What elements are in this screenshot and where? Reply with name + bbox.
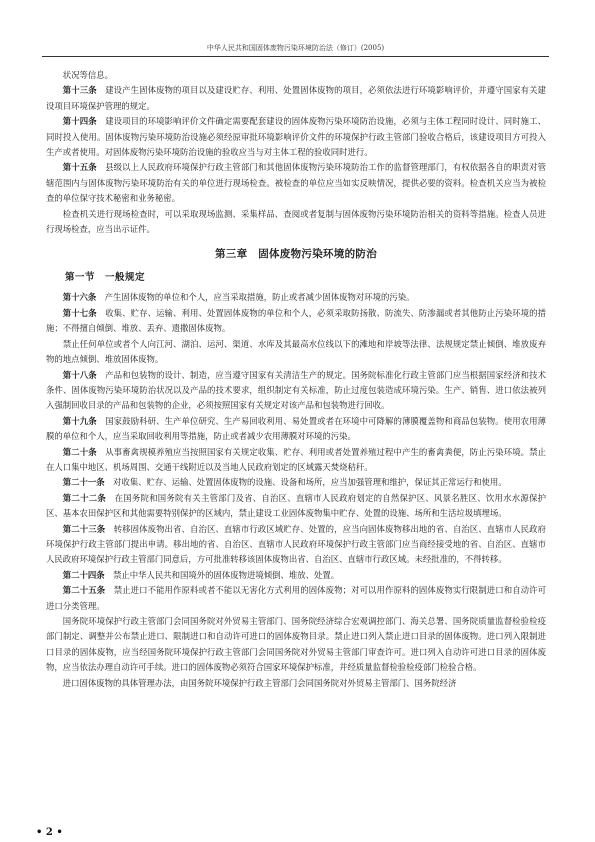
article-text: 国家鼓励科研、生产单位研究、生产易回收利用、易处置或者在环境中可降解的薄膜覆盖物和商品包装物。使用农用薄膜的单位和个人，应当采取回收利用等措施，防止或者减少农用薄膜对环境的污染。: [46, 415, 547, 442]
page-body: [46, 68, 546, 691]
article-text: 从事畜禽规模养殖应当按照国家有关规定收集、贮存、利用或者处置养殖过程中产生的畜禽粪便，防止污染环境。禁止在人口集中地区、机场周围、交通干线附近以及当地人民政府划定的区域露天焚烧秸秆。: [46, 446, 547, 472]
article-text: 转移固体废物出省、自治区、直辖市行政区域贮存、处置的，应当向固体废物移出地的省、自治区、直辖市人民政府环境保护行政主管部门提出申请。移出地的省、自治区、直辖市人民政府环境保护行政主管部门应当商经接受地的省、自治区、直辖市人民政府环境保护行政主管部门同意后，方可批准转移该固体废物出省、自治区、直辖市行政区域。未经批准的，不得转移。: [46, 523, 547, 565]
law-paragraph: [46, 337, 546, 368]
article-text: 建设项目的环境影响评价文件确定需要配套建设的固体废物污染环境防治设施，必须与主体工程同时设计、同时施工、同时投入使用。固体废物污染环境防治设施必须经原审批环境影响评价文件的环境保护行政主管部门验收合格后，该建设项目方可投入生产或者使用。对固体废物污染环境防治设施的验收应当与对主体工程的验收同时进行。: [46, 116, 547, 158]
article-number: 第十三条: [62, 85, 97, 96]
article-text: 建设产生固体废物的项目以及建设贮存、利用、处置固体废物的项目，必须依法进行环境影响评价，并遵守国家有关建设项目环境保护管理的规定。: [46, 85, 547, 111]
article-number: 第二十三条: [62, 523, 106, 534]
paragraphs-before-chapter: [46, 68, 546, 237]
article-number: 第十八条: [62, 369, 97, 380]
chapter-title: 第三章 固体废物污染环境的防治: [215, 248, 377, 261]
law-paragraph: [46, 160, 546, 206]
article-text: 禁止中华人民共和国境外的固体废物进境倾倒、堆放、处置。: [113, 569, 340, 580]
article-text: 国务院环境保护行政主管部门会同国务院对外贸易主管部门、国务院经济综合宏观调控部门、海关总署、国务院质量监督检验检疫部门制定、调整并公布禁止进口、限制进口和自动许可进口的固体废物目录。禁止进口列入禁止进口目录的固体废物。进口列入限制进口目录的固体废物，应当经国务院环境保护行政主管部门会同国务院对外贸易主管部门审查许可。进口列入自动许可进口目录的固体废物，应当依法办理自动许可手续。进口的固体废物必须符合国家环境保护标准，并经质量监督检验检疫部门检验合格。: [46, 616, 546, 673]
article-number: 第二十五条: [62, 585, 106, 596]
article-number: 第二十一条: [62, 477, 105, 488]
law-paragraph: [46, 491, 546, 522]
law-paragraph: [46, 583, 546, 614]
article-number: 第二十二条: [62, 492, 106, 503]
article-number: 第十七条: [62, 307, 97, 318]
law-paragraph: [46, 414, 546, 445]
article-number: 第十五条: [62, 162, 97, 173]
paragraphs-after-section: [46, 290, 546, 691]
article-text: 检查机关进行现场检查时，可以采取现场监测、采集样品、查阅或者复制与固体废物污染环境防治相关的资料等措施。检查人员进行现场检查，应当出示证件。: [46, 208, 546, 235]
article-text: 县级以上人民政府环境保护行政主管部门和其他固体废物污染环境防治工作的监督管理部门，有权依据各自的职责对管辖范围内与固体废物污染环境防治有关的单位进行现场检查。被检查的单位应当如实反映情况，提供必要的资料。检查机关应当为被检查的单位保守技术秘密和业务秘密。: [46, 162, 547, 204]
article-number: 第十六条: [62, 292, 97, 303]
article-number: 第十四条: [62, 116, 97, 127]
law-paragraph: [46, 475, 546, 490]
law-paragraph: [46, 306, 546, 337]
law-paragraph: [46, 676, 546, 691]
page-number: • 2 •: [36, 827, 63, 838]
law-paragraph: [46, 522, 546, 568]
law-paragraph: [46, 207, 546, 238]
article-number: 第十九条: [62, 415, 97, 426]
law-paragraph: [46, 114, 546, 160]
law-paragraph: [46, 568, 546, 583]
article-text: 进口固体废物的具体管理办法，由国务院环境保护行政主管部门会同国务院对外贸易主管部门、国务院经济: [62, 677, 457, 688]
article-text: 产生固体废物的单位和个人，应当采取措施，防止或者减少固体废物对环境的污染。: [104, 292, 415, 303]
article-number: 第二十条: [62, 446, 97, 457]
running-header: 中华人民共和国固体废物污染环境防治法（修订）(2005): [42, 44, 549, 57]
law-paragraph: [46, 445, 546, 476]
article-text: 产品和包装物的设计、制造，应当遵守国家有关清洁生产的规定。国务院标准化行政主管部门应当根据国家经济和技术条件、固体废物污染环境防治状况以及产品的技术要求，组织制定有关标准，防止过度包装造成环境污染。生产、销售、进口依法被列入强制回收目录的产品和包装物的企业，必须按照国家有关规定对该产品和包装物进行回收。: [46, 369, 547, 411]
law-paragraph: [46, 83, 546, 114]
article-text: 状况等信息。: [62, 70, 114, 80]
article-text: 收集、贮存、运输、利用、处置固体废物的单位和个人，必须采取防扬散、防流失、防渗漏或者其他防止污染环境的措施；不得擅自倾倒、堆放、丢弃、遗撒固体废物。: [46, 307, 547, 334]
law-paragraph: [46, 290, 546, 305]
law-paragraph: [46, 68, 546, 83]
article-text: 禁止进口不能用作原料或者不能以无害化方式利用的固体废物；对可以用作原料的固体废物实行限制进口和自动许可进口分类管理。: [46, 585, 547, 611]
article-text: 禁止任何单位或者个人向江河、湖泊、运河、渠道、水库及其最高水位线以下的滩地和岸坡等法律、法规规定禁止倾倒、堆放废弃物的地点倾倒、堆放固体废物。: [46, 338, 546, 365]
law-paragraph: [46, 368, 546, 414]
article-text: 对收集、贮存、运输、处置固体废物的设施、设备和场所，应当加强管理和维护，保证其正常运行和使用。: [113, 477, 507, 488]
article-text: 在国务院和国务院有关主管部门及省、自治区、直辖市人民政府划定的自然保护区、风景名胜区、饮用水水源保护区、基本农田保护区和其他需要特别保护的区域内，禁止建设工业固体废物集中贮存、处置的设施、场所和生活垃圾填埋场。: [46, 492, 547, 519]
law-paragraph: [46, 614, 546, 676]
article-number: 第二十四条: [62, 569, 105, 580]
section-title: 第一节 一般规定: [65, 272, 146, 284]
